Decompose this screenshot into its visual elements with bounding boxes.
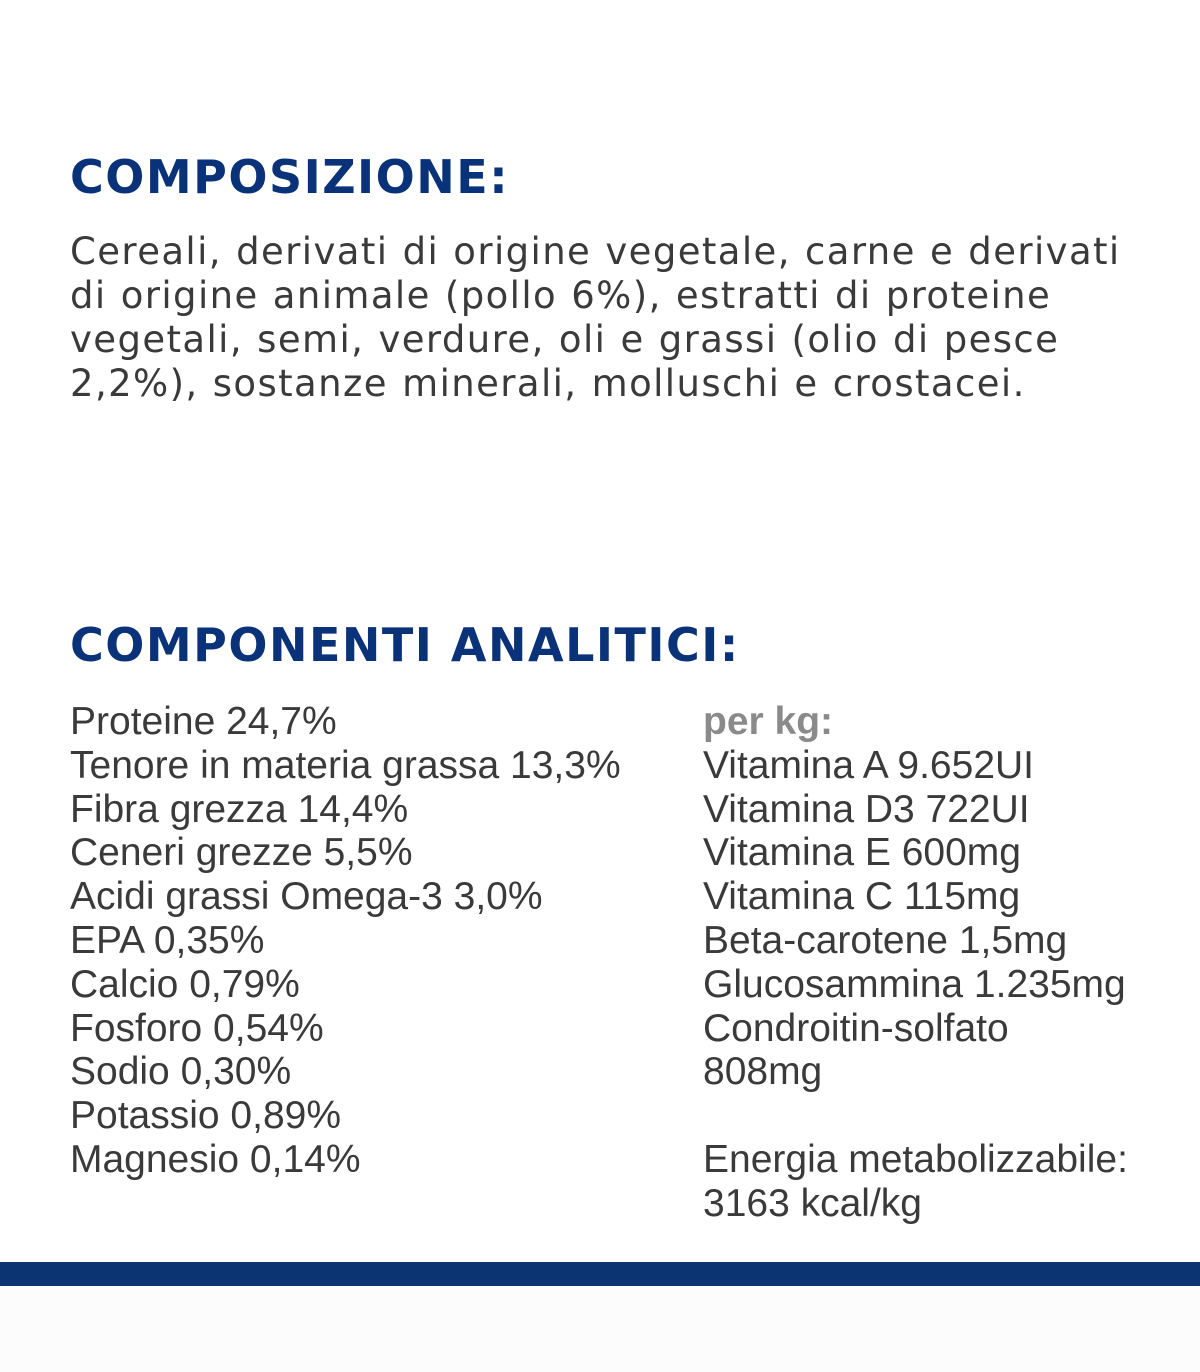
composition-heading: COMPOSIZIONE: [70,150,510,204]
additive-item-chondroitin: Condroitin-solfato [703,1006,1009,1050]
per-kg-label: per kg: [703,700,834,743]
additive-item-vitamin-d3: Vitamina D3 722UI [703,787,1030,831]
additive-item-chondroitin-amount: 808mg [703,1050,823,1094]
additive-item-vitamin-c: Vitamina C 115mg [703,875,1021,919]
analytical-item-fat: Tenore in materia grassa 13,3% [70,743,621,787]
analytical-item-phosphorus: Fosforo 0,54% [70,1006,324,1050]
bottom-brand-bar [0,1262,1200,1286]
additive-item-glucosamine: Glucosammina 1.235mg [703,962,1126,1006]
additive-item-vitamin-e: Vitamina E 600mg [703,831,1021,875]
list-spacer [703,1094,1183,1138]
additive-item-vitamin-a: Vitamina A 9.652UI [703,743,1035,787]
analytical-item-omega3: Acidi grassi Omega-3 3,0% [70,875,543,919]
composition-text: Cereali, derivati di origine vegetale, carne e derivati di origine animale (pollo 6%), estratti di proteine vegetali, semi, verdure, oli e grassi (olio di pesce 2,2%), sostanze minerali, molluschi e crostacei. [70,230,1121,405]
bottom-background [0,1286,1200,1372]
analytical-item-sodium: Sodio 0,30% [70,1050,292,1094]
energy-value: 3163 kcal/kg [703,1181,922,1225]
analytical-item-calcium: Calcio 0,79% [70,962,300,1006]
additives-per-kg-list [703,700,1183,1226]
additive-item-beta-carotene: Beta-carotene 1,5mg [703,918,1068,962]
analytical-item-protein: Proteine 24,7% [70,700,337,743]
analytical-item-ash: Ceneri grezze 5,5% [70,831,413,875]
analytical-item-magnesium: Magnesio 0,14% [70,1137,361,1181]
analytical-heading: COMPONENTI ANALITICI: [70,618,740,672]
analytical-item-potassium: Potassio 0,89% [70,1094,342,1138]
analytical-components-list [70,700,690,1182]
energy-label: Energia metabolizzabile: [703,1137,1128,1181]
analytical-item-epa: EPA 0,35% [70,918,265,962]
analytical-item-fibre: Fibra grezza 14,4% [70,787,409,831]
